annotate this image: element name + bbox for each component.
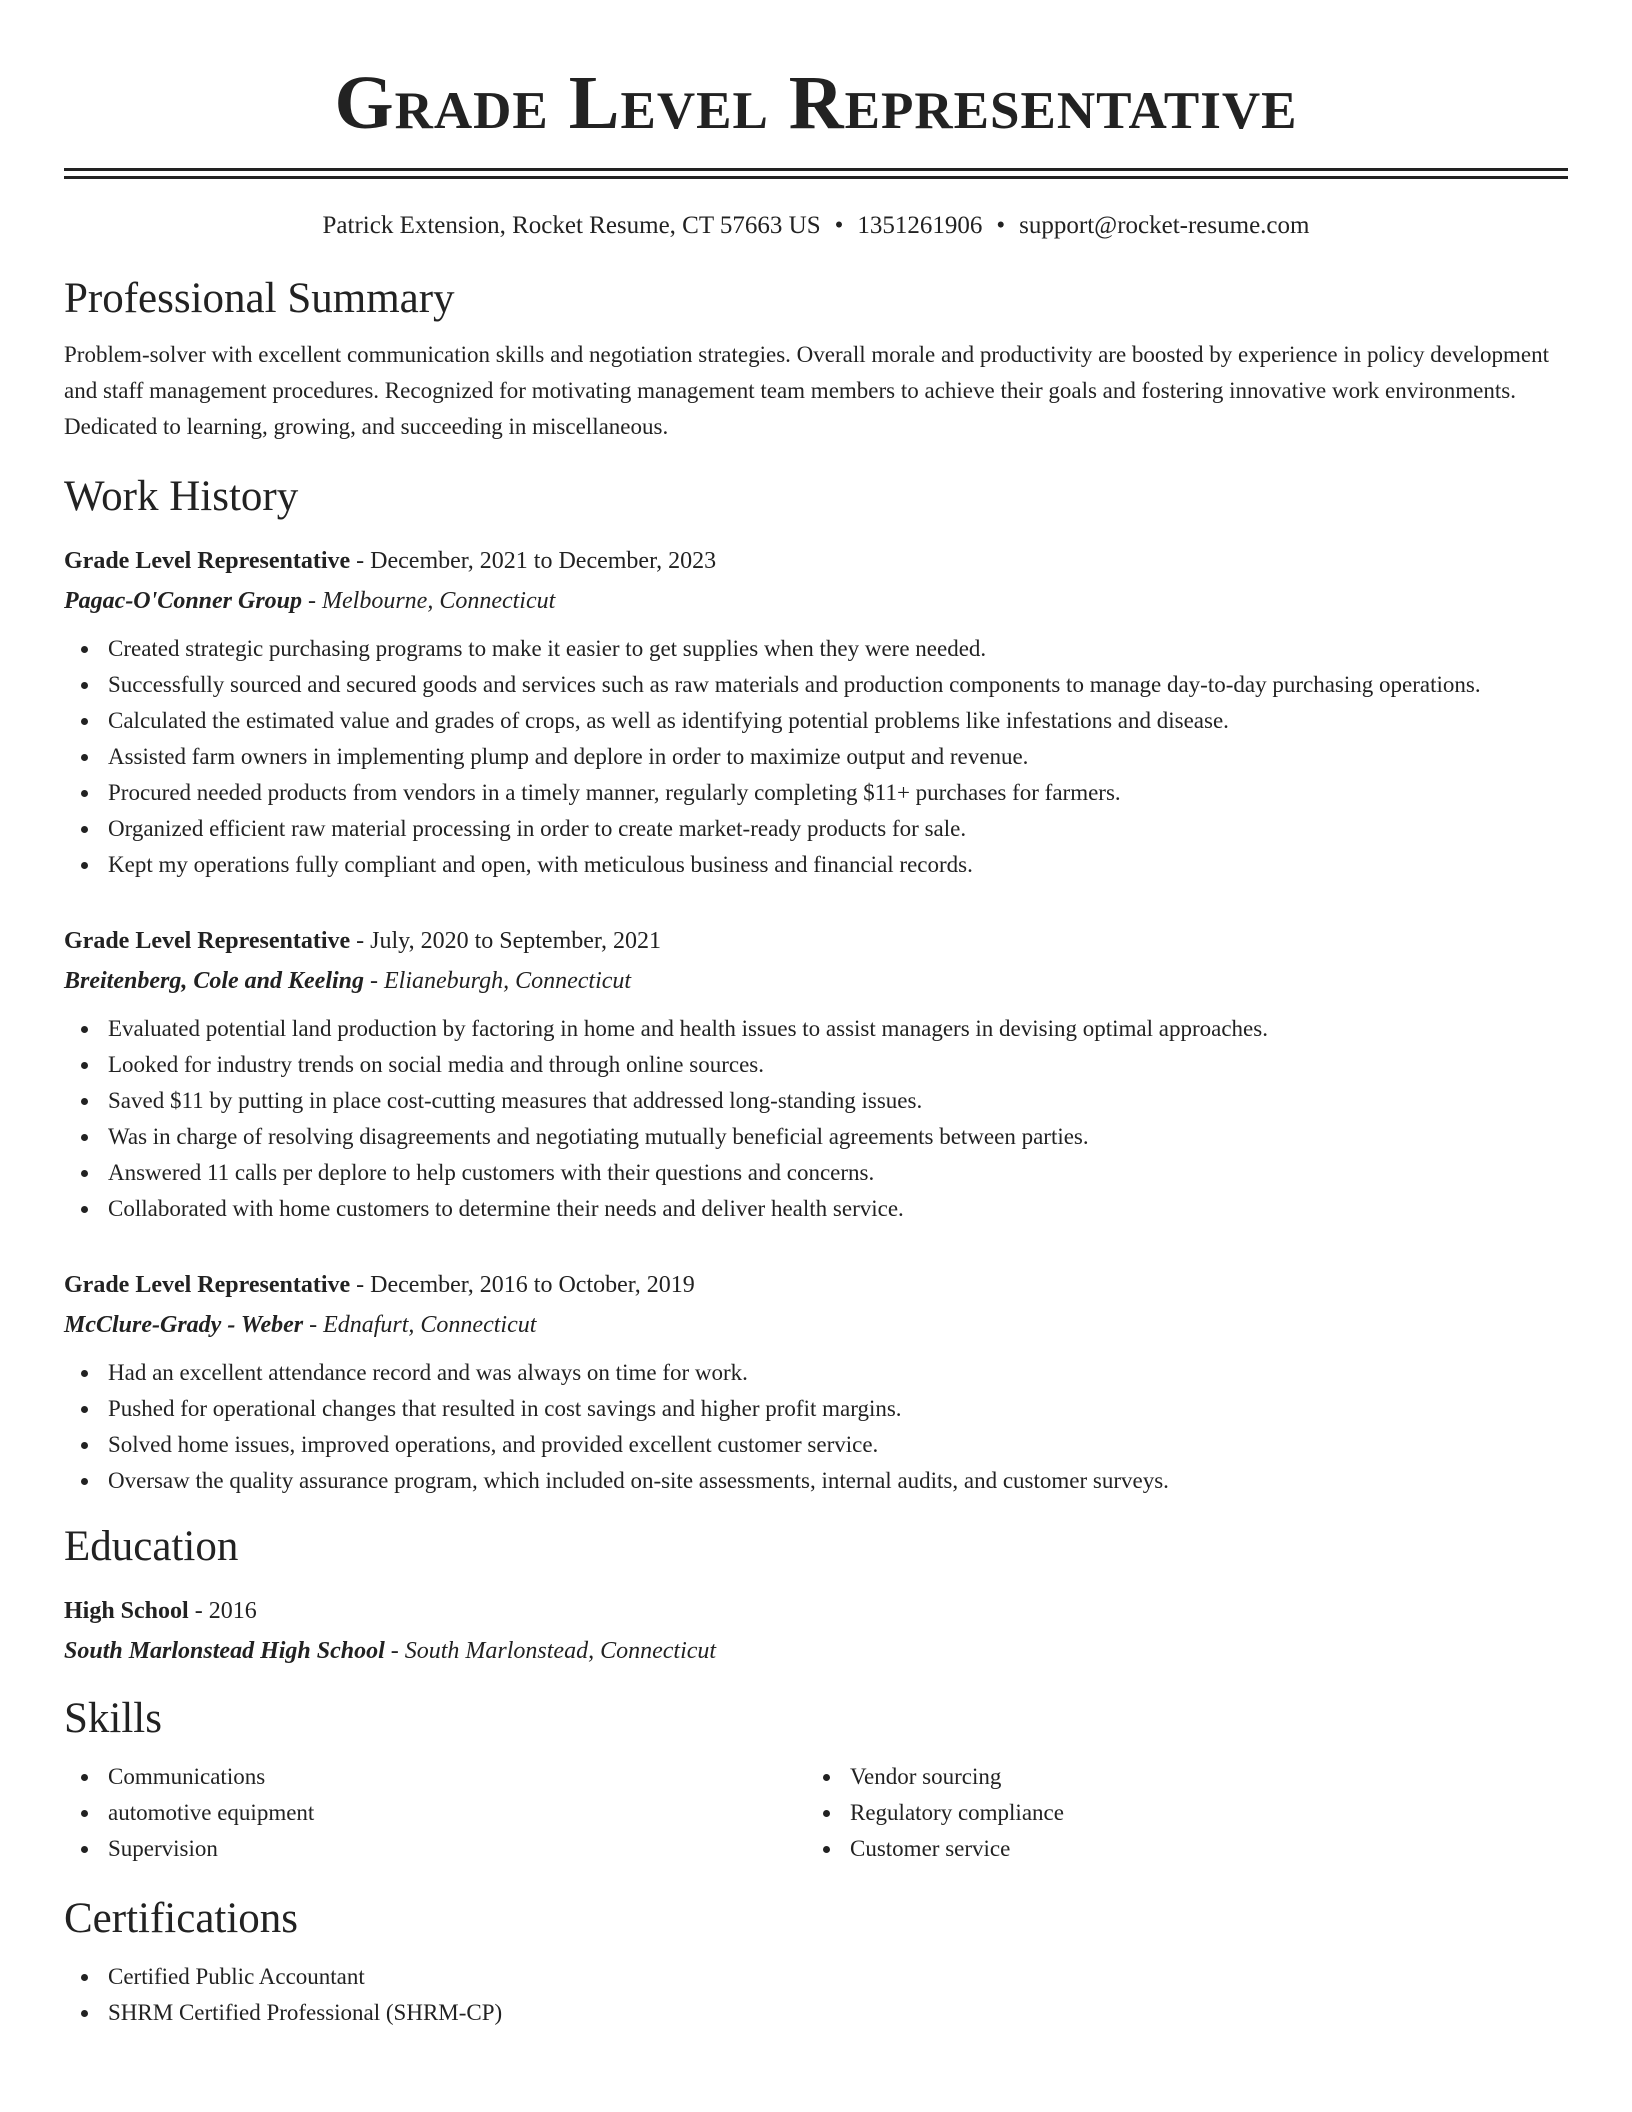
job-location: - Elianeburgh, Connecticut bbox=[364, 968, 632, 994]
work-history-section bbox=[64, 471, 1568, 1499]
certifications-section bbox=[64, 1893, 1568, 2031]
education-school: South Marlonstead High School bbox=[64, 1638, 385, 1664]
job-entry bbox=[64, 545, 1568, 883]
education-entry bbox=[64, 1595, 1568, 1667]
summary-section bbox=[64, 273, 1568, 445]
skills-list bbox=[64, 1759, 806, 1867]
list-item: Successfully sourced and secured goods and services such as raw materials and production components to manage day-to-day purchasing operations. bbox=[108, 667, 1568, 703]
job-header bbox=[64, 545, 1568, 577]
list-item: Organized efficient raw material processing in order to create market-ready products for sale. bbox=[108, 811, 1568, 847]
contact-address: Patrick Extension, Rocket Resume, CT 57663 US bbox=[322, 212, 821, 239]
list-item: Procured needed products from vendors in a timely manner, regularly completing $11+ purchases for farmers. bbox=[108, 775, 1568, 811]
list-item: Assisted farm owners in implementing plump and deplore in order to maximize output and revenue. bbox=[108, 739, 1568, 775]
list-item: Answered 11 calls per deplore to help customers with their questions and concerns. bbox=[108, 1155, 1568, 1191]
job-entry bbox=[64, 1269, 1568, 1499]
contact-phone: 1351261906 bbox=[857, 212, 983, 239]
list-item: Was in charge of resolving disagreements and negotiating mutually beneficial agreements between parties. bbox=[108, 1119, 1568, 1155]
list-item: Certified Public Accountant bbox=[108, 1959, 1568, 1995]
skills-section bbox=[64, 1693, 1568, 1867]
job-title: Grade Level Representative bbox=[64, 928, 351, 954]
list-item: Looked for industry trends on social media and through online sources. bbox=[108, 1047, 1568, 1083]
resume-page bbox=[64, 0, 1568, 2031]
job-company: Breitenberg, Cole and Keeling bbox=[64, 968, 364, 994]
job-dates: - December, 2021 to December, 2023 bbox=[350, 548, 717, 574]
skills-heading: Skills bbox=[64, 1695, 162, 1742]
job-header bbox=[64, 925, 1568, 957]
education-school-line bbox=[64, 1635, 1568, 1667]
list-item: Created strategic purchasing programs to make it easier to get supplies when they were needed. bbox=[108, 631, 1568, 667]
list-item: Supervision bbox=[108, 1831, 806, 1867]
list-item: Kept my operations fully compliant and open, with meticulous business and financial records. bbox=[108, 847, 1568, 883]
list-item: Pushed for operational changes that resulted in cost savings and higher profit margins. bbox=[108, 1391, 1568, 1427]
job-dates: - July, 2020 to September, 2021 bbox=[350, 928, 661, 954]
education-heading: Education bbox=[64, 1523, 239, 1570]
job-bullets bbox=[64, 1011, 1568, 1227]
list-item: Oversaw the quality assurance program, which included on-site assessments, internal audits, and customer surveys. bbox=[108, 1463, 1568, 1499]
list-item: automotive equipment bbox=[108, 1795, 806, 1831]
summary-heading: Professional Summary bbox=[64, 275, 455, 322]
job-employer bbox=[64, 1309, 1568, 1341]
list-item: Evaluated potential land production by factoring in home and health issues to assist managers in devising optimal approaches. bbox=[108, 1011, 1568, 1047]
contact-line bbox=[64, 209, 1568, 243]
education-section bbox=[64, 1521, 1568, 1667]
resume-title: Grade Level Representative bbox=[334, 61, 1298, 145]
skills-column-right bbox=[806, 1759, 1548, 1867]
list-item: Had an excellent attendance record and was always on time for work. bbox=[108, 1355, 1568, 1391]
education-degree: High School bbox=[64, 1598, 189, 1624]
skills-column-left bbox=[64, 1759, 806, 1867]
education-year: - 2016 bbox=[188, 1598, 257, 1624]
list-item: Communications bbox=[108, 1759, 806, 1795]
list-item: Solved home issues, improved operations, and provided excellent customer service. bbox=[108, 1427, 1568, 1463]
job-location: - Ednafurt, Connecticut bbox=[303, 1312, 537, 1338]
title-divider-bottom bbox=[64, 176, 1568, 179]
job-bullets bbox=[64, 631, 1568, 883]
list-item: Calculated the estimated value and grades of crops, as well as identifying potential problems like infestations and disease. bbox=[108, 703, 1568, 739]
job-company: Pagac-O'Conner Group bbox=[64, 588, 303, 614]
job-location: - Melbourne, Connecticut bbox=[302, 588, 556, 614]
list-item: SHRM Certified Professional (SHRM-CP) bbox=[108, 1995, 1568, 2031]
education-location: - South Marlonstead, Connecticut bbox=[384, 1638, 717, 1664]
list-item: Saved $11 by putting in place cost-cutting measures that addressed long-standing issues. bbox=[108, 1083, 1568, 1119]
contact-email: support@rocket-resume.com bbox=[1019, 212, 1310, 239]
job-dates: - December, 2016 to October, 2019 bbox=[350, 1272, 695, 1298]
certifications-heading: Certifications bbox=[64, 1895, 299, 1942]
job-title: Grade Level Representative bbox=[64, 1272, 351, 1298]
job-title: Grade Level Representative bbox=[64, 548, 351, 574]
job-employer bbox=[64, 965, 1568, 997]
work-history-heading: Work History bbox=[64, 473, 299, 520]
list-item: Regulatory compliance bbox=[850, 1795, 1548, 1831]
contact-separator: • bbox=[834, 212, 844, 239]
job-entry bbox=[64, 925, 1568, 1227]
summary-text: Problem-solver with excellent communication skills and negotiation strategies. Overall morale and productivity are boosted by experience in policy development and staff management procedures. Recognized for motivating management team members to achieve their goals and fostering innovative work environments. Dedicated to learning, growing, and succeeding in miscellaneous. bbox=[64, 342, 1549, 439]
education-header bbox=[64, 1595, 1568, 1627]
skills-list bbox=[806, 1759, 1548, 1867]
contact-separator: • bbox=[996, 212, 1006, 239]
job-header bbox=[64, 1269, 1568, 1301]
list-item: Collaborated with home customers to determine their needs and deliver health service. bbox=[108, 1191, 1568, 1227]
job-employer bbox=[64, 585, 1568, 617]
list-item: Vendor sourcing bbox=[850, 1759, 1548, 1795]
list-item: Customer service bbox=[850, 1831, 1548, 1867]
job-company: McClure-Grady - Weber bbox=[64, 1312, 304, 1338]
title-divider-top bbox=[64, 168, 1568, 171]
skills-grid bbox=[64, 1759, 1568, 1867]
certifications-list bbox=[64, 1959, 1568, 2031]
job-bullets bbox=[64, 1355, 1568, 1499]
